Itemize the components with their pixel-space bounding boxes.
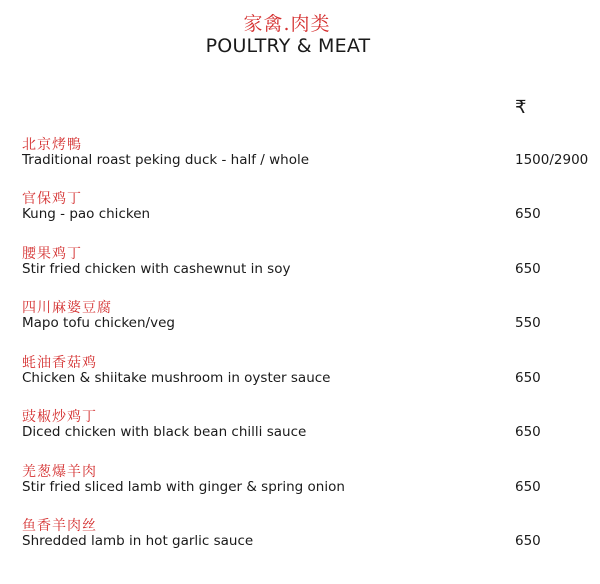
menu-item-name-chinese: 腰果鸡丁: [22, 246, 82, 262]
menu-item-price: 650: [515, 261, 541, 277]
section-title-chinese: 家禽.肉类: [243, 13, 331, 35]
menu-item: [22, 243, 592, 287]
menu-item: [22, 515, 592, 559]
section-title-english: POULTRY & MEAT: [205, 35, 371, 57]
rupee-icon: ₹: [515, 97, 527, 118]
menu-item-name-chinese: 鱼香羊肉丝: [22, 518, 97, 534]
menu-item: [22, 297, 592, 341]
menu-item-name-english: Mapo tofu chicken/veg: [22, 315, 175, 331]
menu-item-name-english: Kung - pao chicken: [22, 206, 151, 222]
menu-item-name-chinese: 蚝油香菇鸡: [22, 355, 97, 371]
menu-item-name-chinese: 北京烤鴨: [22, 137, 82, 153]
menu-item-name-english: Stir fried chicken with cashewnut in soy: [22, 261, 291, 277]
menu-item-name-chinese: 豉椒炒鸡丁: [22, 409, 97, 425]
menu-item-price: 650: [515, 479, 541, 495]
menu-item-name-english: Stir fried sliced lamb with ginger & spring onion: [22, 479, 345, 495]
menu-item-name-chinese: 羌葱爆羊肉: [22, 464, 97, 480]
menu-item-price: 650: [515, 206, 541, 222]
menu-item: [22, 352, 592, 396]
menu-item-name-english: Diced chicken with black bean chilli sauce: [22, 424, 307, 440]
menu-item-name-english: Traditional roast peking duck - half / whole: [22, 152, 310, 168]
menu-item-price: 650: [515, 533, 541, 549]
menu-item-name-english: Shredded lamb in hot garlic sauce: [22, 533, 254, 549]
menu-item-price: 650: [515, 424, 541, 440]
menu-item-price: 550: [515, 315, 541, 331]
menu-item-name-chinese: 官保鸡丁: [22, 191, 82, 207]
menu-item: [22, 406, 592, 450]
menu-item-price: 650: [515, 370, 541, 386]
menu-item: [22, 188, 592, 232]
menu-item-name-english: Chicken & shiitake mushroom in oyster sauce: [22, 370, 331, 386]
menu-item: [22, 134, 592, 178]
menu-item-price: 1500/2900: [515, 152, 589, 168]
menu-item-name-chinese: 四川麻婆豆腐: [22, 300, 112, 316]
menu-item: [22, 461, 592, 505]
